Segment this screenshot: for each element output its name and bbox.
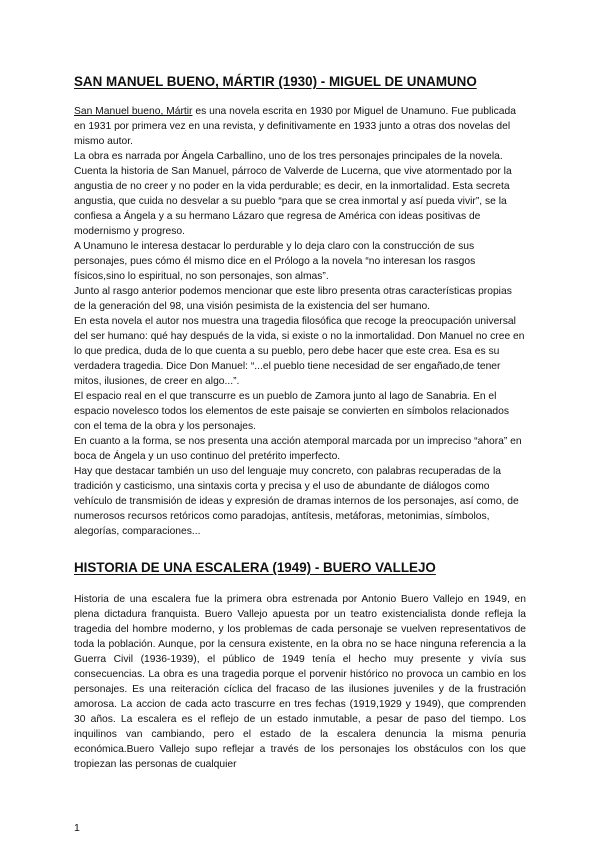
section-body-san-manuel [74, 104, 526, 539]
paragraph-tragedy: En esta novela el autor nos muestra una tragedia filosófica que recoge la preocupación universal del ser humano: qué hay después de la vida, si existe o no la inmortalidad. Don Manuel no cree en lo que predica, duda de lo que cuenta a su pueblo, pero debe hacer que este crea. Esa es su verdadera tragedia. Dice Don Manuel: “...el pueblo tiene necesidad de ser engañado,de tener mitos, ilusiones, de creer en algo...”. [74, 316, 525, 387]
paragraph-narrator: La obra es narrada por Ángela Carballino, uno de los tres personajes principales de la novela. Cuenta la historia de San Manuel, párroco de Valverde de Lucerna, que vive atormentado por la angustia de no creer y no poder en la vida perdurable; es decir, en la inmortalidad. Esta secreta angustia, que cuida no desvelar a su pueblo “para que se crea inmortal y así pueda vivir”, se la confiesa a Ángela y a su hermano Lázaro que regresa de América con ideas positivas de modernismo y progreso. [74, 151, 512, 237]
section-body-escalera [74, 592, 526, 772]
section-heading-escalera: HISTORIA DE UNA ESCALERA (1949) - BUERO VALLEJO [74, 560, 436, 575]
page-number: 1 [74, 822, 80, 834]
paragraph-language: Hay que destacar también un uso del lenguaje muy concreto, con palabras recuperadas de la tradición y casticismo, una sintaxis corta y precisa y el uso de abundante de diálogos como vehículo de transmisión de ideas y expresión de dramas internos de los personajes, así como, de numerosos recursos retóricos como paradojas, antítesis, metáforas, metonimias, símbolos, alegorías, comparaciones... [74, 466, 519, 537]
paragraph-escalera: Historia de una escalera fue la primera obra estrenada por Antonio Buero Vallejo en 1949, en plena dictadura franquista. Buero Vallejo apuesta por un teatro existencialista donde refleja la tragedia del hombre moderno, y los problemas de cada personaje se vuelven representativos de toda la población. Aunque, por la censura existente, en la obra no se hace ninguna referencia a la Guerra Civil (1936-1939), el público de 1949 tenía el hecho muy presente y vivía sus consecuencias. La obra es una tragedia porque el porvenir histórico no provoca un cambio en los personajes. Es una reiteración cíclica del fracaso de las ilusiones juveniles y de la frustración amorosa. La accion de cada acto trascurre en tres fechas (1919,1929 y 1949), que comprenden 30 años. La escalera es el reflejo de un estado inmutable, a pesar de paso del tiempo. Los inquilinos van cambiando, pero el estado de la escalera denuncia la misma penuria económica.Buero Vallejo supo reflejar a través de los personajes los obstáculos con los que tropiezan las personas de cualquier [74, 594, 526, 770]
section-heading-san-manuel: SAN MANUEL BUENO, MÁRTIR (1930) - MIGUEL DE UNAMUNO [74, 74, 477, 89]
paragraph-form: En cuanto a la forma, se nos presenta una acción atemporal marcada por un impreciso “ahora” en boca de Ángela y un uso continuo del pretérito imperfecto. [74, 436, 522, 462]
intro-paragraph [74, 104, 526, 149]
intro-text: es una novela escrita en 1930 por Miguel de Unamuno. Fue publicada en 1931 por primera vez en una revista, y definitivamente en 1933 junto a otras dos novelas del mismo autor. [74, 106, 516, 147]
book-title: San Manuel bueno, Mártir [74, 106, 193, 117]
paragraph-space: El espacio real en el que transcurre es un pueblo de Zamora junto al lago de Sanabria. En el espacio novelesco todos los elementos de este paisaje se convierten en símbolos relacionados con el tema de la obra y los personajes. [74, 391, 510, 432]
paragraph-characters: A Unamuno le interesa destacar lo perdurable y lo deja claro con la construcción de sus personajes, pues cómo él mismo dice en el Prólogo a la novela “no interesan los rasgos físicos,sino lo espiritual, no son personajes, son almas”. [74, 241, 476, 282]
paragraph-generation-98: Junto al rasgo anterior podemos mencionar que este libro presenta otras características propias de la generación del 98, una visión pesimista de la existencia del ser humano. [74, 286, 512, 312]
